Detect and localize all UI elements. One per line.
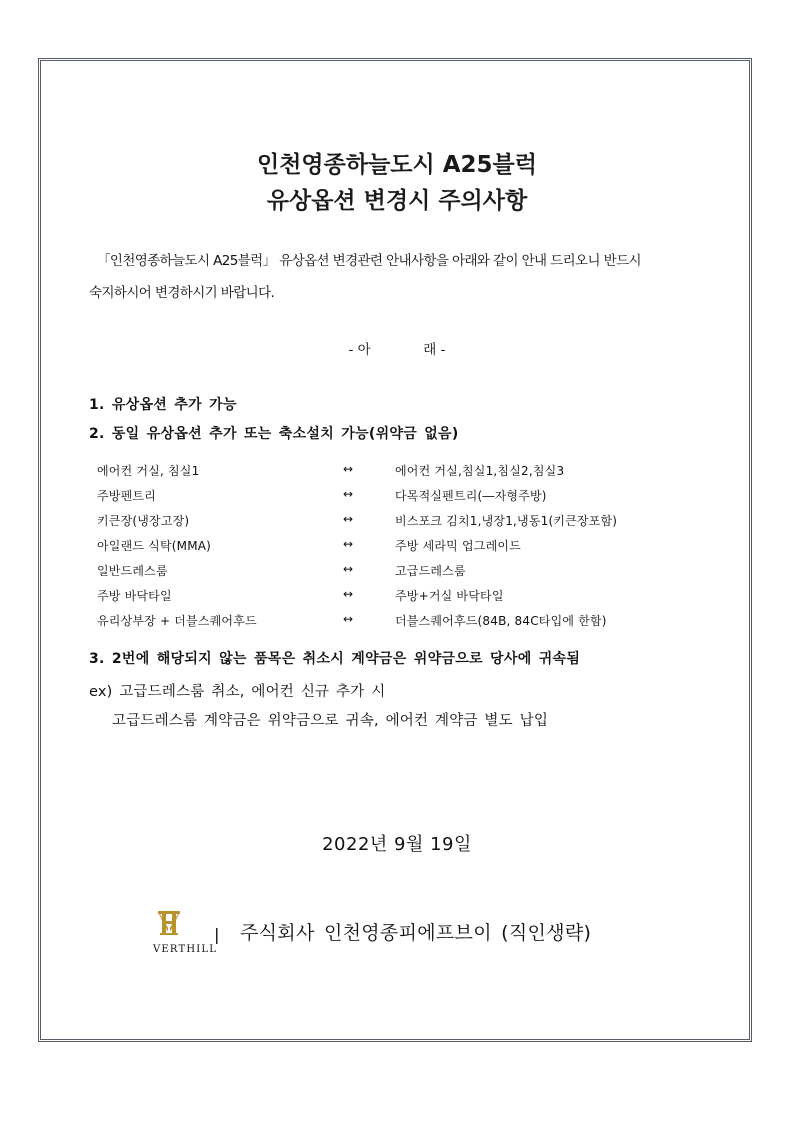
swap-arrow-icon: ↔ bbox=[343, 562, 354, 576]
option-from: 에어컨 거실, 침실1 bbox=[97, 464, 200, 478]
section-2-heading: 2. 동일 유상옵션 추가 또는 축소설치 가능(위약금 없음) bbox=[89, 426, 459, 442]
verthill-logo-icon bbox=[150, 908, 222, 944]
option-to: 주방+거실 바닥타일 bbox=[395, 589, 504, 603]
option-to: 에어컨 거실,침실1,침실2,침실3 bbox=[395, 464, 565, 478]
example-line1: ex) 고급드레스룸 취소, 에어컨 신규 추가 시 bbox=[89, 684, 386, 700]
section-3-heading: 3. 2번에 해당되지 않는 품목은 취소시 계약금은 위약금으로 당사에 귀속됨 bbox=[89, 651, 581, 667]
option-from: 키큰장(냉장고장) bbox=[97, 514, 190, 528]
option-row bbox=[0, 562, 794, 586]
option-row bbox=[0, 587, 794, 611]
company-name: 주식회사 인천영종피에프브이 (직인생략) bbox=[240, 922, 592, 944]
verthill-logo bbox=[150, 908, 222, 958]
option-from: 일반드레스룸 bbox=[97, 564, 168, 578]
notice-right: 래 - bbox=[423, 342, 446, 358]
option-row bbox=[0, 487, 794, 511]
option-from: 주방 바닥타일 bbox=[97, 589, 172, 603]
option-from: 주방펜트리 bbox=[97, 489, 156, 503]
option-to: 더블스퀘어후드(84B, 84C타입에 한함) bbox=[395, 614, 607, 628]
option-row bbox=[0, 462, 794, 486]
swap-arrow-icon: ↔ bbox=[343, 612, 354, 626]
swap-arrow-icon: ↔ bbox=[343, 512, 354, 526]
intro-line1: 「인천영종하늘도시 A25블럭」 유상옵션 변경관련 안내사항을 아래와 같이 안내 드리오니 반드시 bbox=[97, 253, 641, 269]
option-row bbox=[0, 537, 794, 561]
option-to: 주방 세라믹 업그레이드 bbox=[395, 539, 521, 553]
document-date: 2022년 9월 19일 bbox=[322, 834, 472, 855]
option-from: 아일랜드 식탁(MMA) bbox=[97, 539, 212, 553]
option-to: 고급드레스룸 bbox=[395, 564, 466, 578]
option-row bbox=[0, 612, 794, 636]
document-title-line2: 유상옵션 변경시 주의사항 bbox=[266, 188, 528, 214]
intro-line2: 숙지하시어 변경하시기 바랍니다. bbox=[89, 285, 275, 301]
swap-arrow-icon: ↔ bbox=[343, 462, 354, 476]
swap-arrow-icon: ↔ bbox=[343, 537, 354, 551]
section-1-heading: 1. 유상옵션 추가 가능 bbox=[89, 397, 237, 413]
swap-arrow-icon: ↔ bbox=[343, 487, 354, 501]
logo-wordmark: VERTHILL bbox=[153, 944, 218, 955]
option-to: 다목적실펜트리(―자형주방) bbox=[395, 489, 547, 503]
notice-left: - 아 bbox=[348, 342, 371, 358]
notice-heading bbox=[0, 338, 794, 358]
option-from: 유리상부장 + 더블스퀘어후드 bbox=[97, 614, 257, 628]
example-line2: 고급드레스룸 계약금은 위약금으로 귀속, 에어컨 계약금 별도 납입 bbox=[112, 713, 549, 729]
document-title-line1: 인천영종하늘도시 A25블럭 bbox=[257, 152, 537, 178]
swap-arrow-icon: ↔ bbox=[343, 587, 354, 601]
option-to: 비스포크 김치1,냉장1,냉동1(키큰장포함) bbox=[395, 514, 618, 528]
option-row bbox=[0, 512, 794, 536]
